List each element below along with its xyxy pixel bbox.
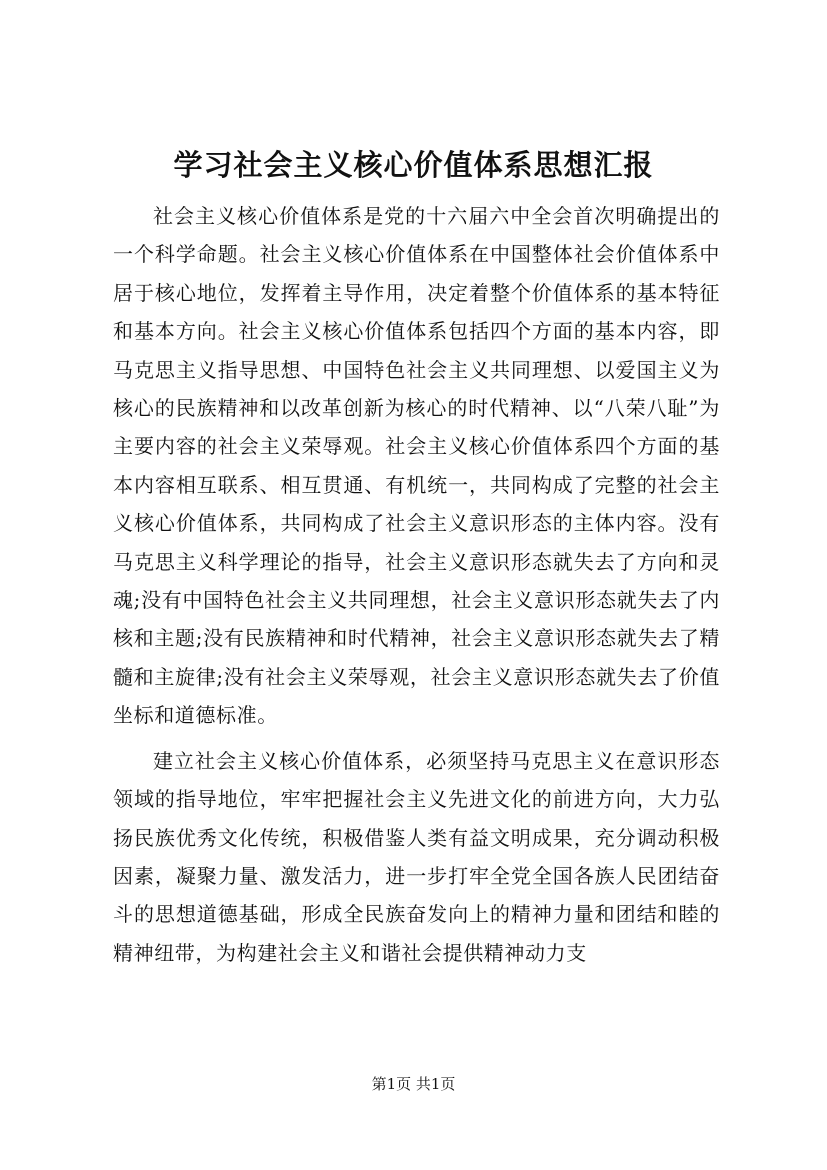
paragraph-2: 建立社会主义核心价值体系，必须坚持马克思主义在意识形态领域的指导地位，牢牢把握社会主义先进文化的前进方向，大力弘扬民族优秀文化传统，积极借鉴人类有益文明成果，充分调动积极因素，凝聚力量、激发活力，进一步打牢全党全国各族人民团结奋斗的思想道德基础，形成全民族奋发向上的精神力量和团结和睦的精神纽带，为构建社会主义和谐社会提供精神动力支 xyxy=(113,748,720,965)
document-title: 学习社会主义核心价值体系思想汇报 xyxy=(173,148,654,182)
page-number-footer: 第1页 共1页 xyxy=(371,1075,456,1093)
document-body xyxy=(113,197,720,972)
paragraph-1: 社会主义核心价值体系是党的十六届六中全会首次明确提出的一个科学命题。社会主义核心价值体系在中国整体社会价值体系中居于核心地位，发挥着主导作用，决定着整个价值体系的基本特征和基本方向。社会主义核心价值体系包括四个方面的基本内容，即马克思主义指导思想、中国特色社会主义共同理想、以爱国主义为核心的民族精神和以改革创新为核心的时代精神、以“八荣八耻”为主要内容的社会主义荣辱观。社会主义核心价值体系四个方面的基本内容相互联系、相互贯通、有机统一，共同构成了完整的社会主义核心价值体系，共同构成了社会主义意识形态的主体内容。没有马克思主义科学理论的指导，社会主义意识形态就失去了方向和灵魂;没有中国特色社会主义共同理想，社会主义意识形态就失去了内核和主题;没有民族精神和时代精神，社会主义意识形态就失去了精髓和主旋律;没有社会主义荣辱观，社会主义意识形态就失去了价值坐标和道德标准。 xyxy=(113,204,720,728)
